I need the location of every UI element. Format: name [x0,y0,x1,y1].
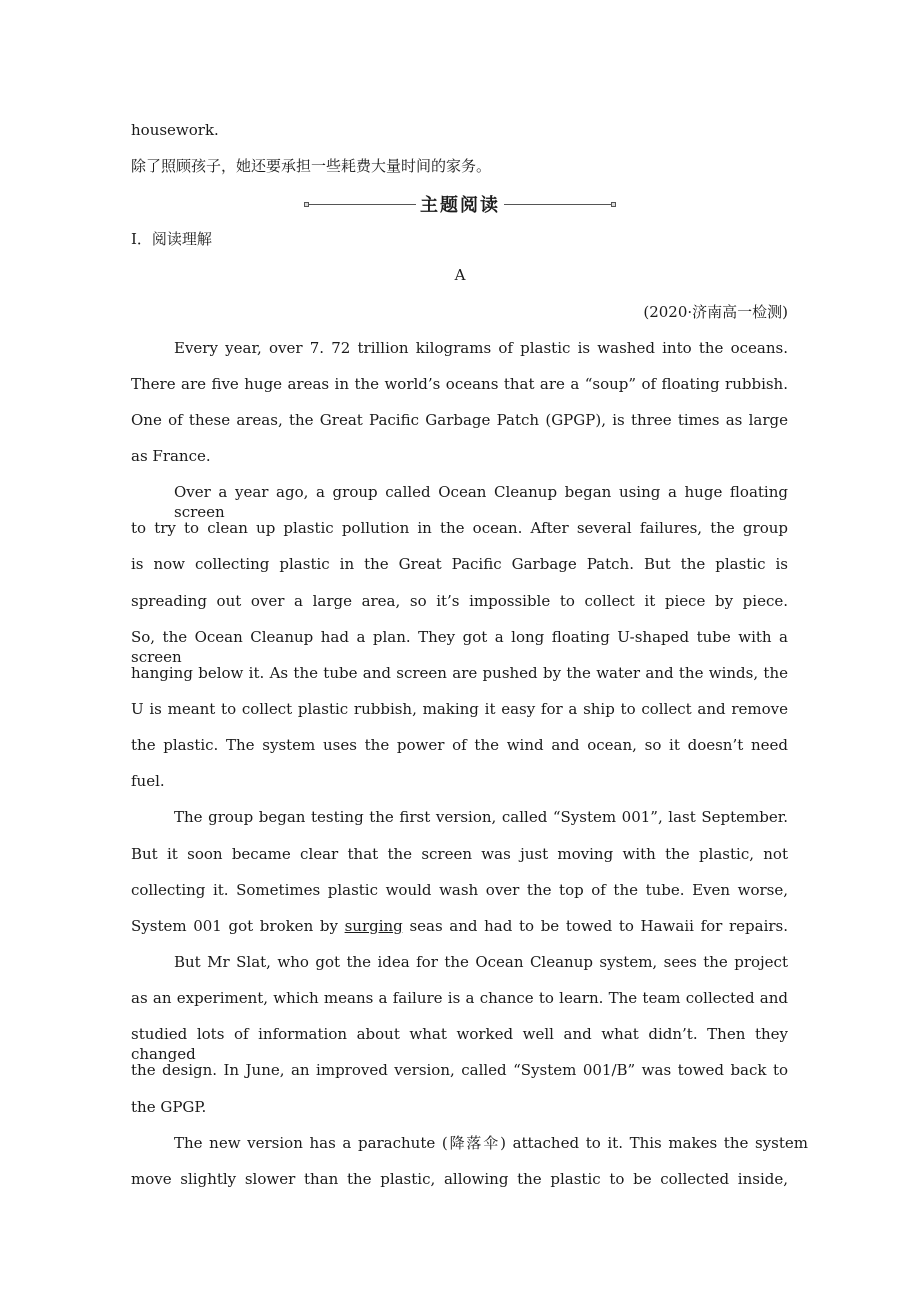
paragraph-line: the GPGP. [131,1098,207,1116]
underlined-word: surging [344,917,403,935]
paragraph-line: But it soon became clear that the screen was just moving with the plastic, not [131,845,788,863]
paragraph-line: There are five huge areas in the world’s oceans that are a “soup” of floating rubbish. [131,375,788,393]
decorative-rule-right [504,202,616,207]
source-note: (2020·济南高一检测) [643,303,788,321]
decorative-rule-left [304,202,416,207]
translation-line: 除了照顾孩子，她还要承担一些耗费大量时间的家务。 [131,157,492,175]
passage-letter: A [454,266,466,284]
paragraph-line: spreading out over a large area, so it’s impossible to collect it piece by piece. [131,592,788,610]
paragraph-line: the plastic. The system uses the power of the wind and ocean, so it doesn’t need [131,736,788,754]
section-title: 主题阅读 [420,195,500,216]
text-segment: System 001 got broken by [131,917,345,935]
paragraph-line: The new version has a parachute (降落伞) attached to it. This makes the system [174,1134,808,1152]
paragraph-line [131,916,788,936]
text-line: housework. [131,121,219,139]
paragraph-line: Every year, over 7. 72 trillion kilograms of plastic is washed into the oceans. [174,339,788,357]
paragraph-line: hanging below it. As the tube and screen are pushed by the water and the winds, the [131,664,788,682]
section-header [0,190,920,218]
paragraph-line: studied lots of information about what worked well and what didn’t. Then they changed [131,1025,788,1063]
paragraph-line: The group began testing the first version, called “System 001”, last September. [174,808,788,826]
paragraph-line: So, the Ocean Cleanup had a plan. They got a long floating U-shaped tube with a screen [131,628,788,666]
paragraph-line: to try to clean up plastic pollution in the ocean. After several failures, the group [131,519,788,537]
paragraph-line: move slightly slower than the plastic, allowing the plastic to be collected inside, [131,1170,788,1188]
paragraph-line: collecting it. Sometimes plastic would wash over the top of the tube. Even worse, [131,881,788,899]
text-segment: seas and had to be towed to Hawaii for repairs. [402,917,788,935]
paragraph-line: One of these areas, the Great Pacific Garbage Patch (GPGP), is three times as large [131,411,788,429]
paragraph-line: is now collecting plastic in the Great Pacific Garbage Patch. But the plastic is [131,555,788,573]
paragraph-line: as France. [131,447,211,465]
part-heading: Ⅰ．阅读理解 [131,230,212,248]
paragraph-line: as an experiment, which means a failure is a chance to learn. The team collected and [131,989,788,1007]
paragraph-line: U is meant to collect plastic rubbish, making it easy for a ship to collect and remove [131,700,788,718]
paragraph-line: fuel. [131,772,165,790]
paragraph-line: But Mr Slat, who got the idea for the Ocean Cleanup system, sees the project [174,953,788,971]
paragraph-line: Over a year ago, a group called Ocean Cleanup began using a huge floating screen [174,483,788,521]
paragraph-line: the design. In June, an improved version, called “System 001/B” was towed back to [131,1061,788,1079]
